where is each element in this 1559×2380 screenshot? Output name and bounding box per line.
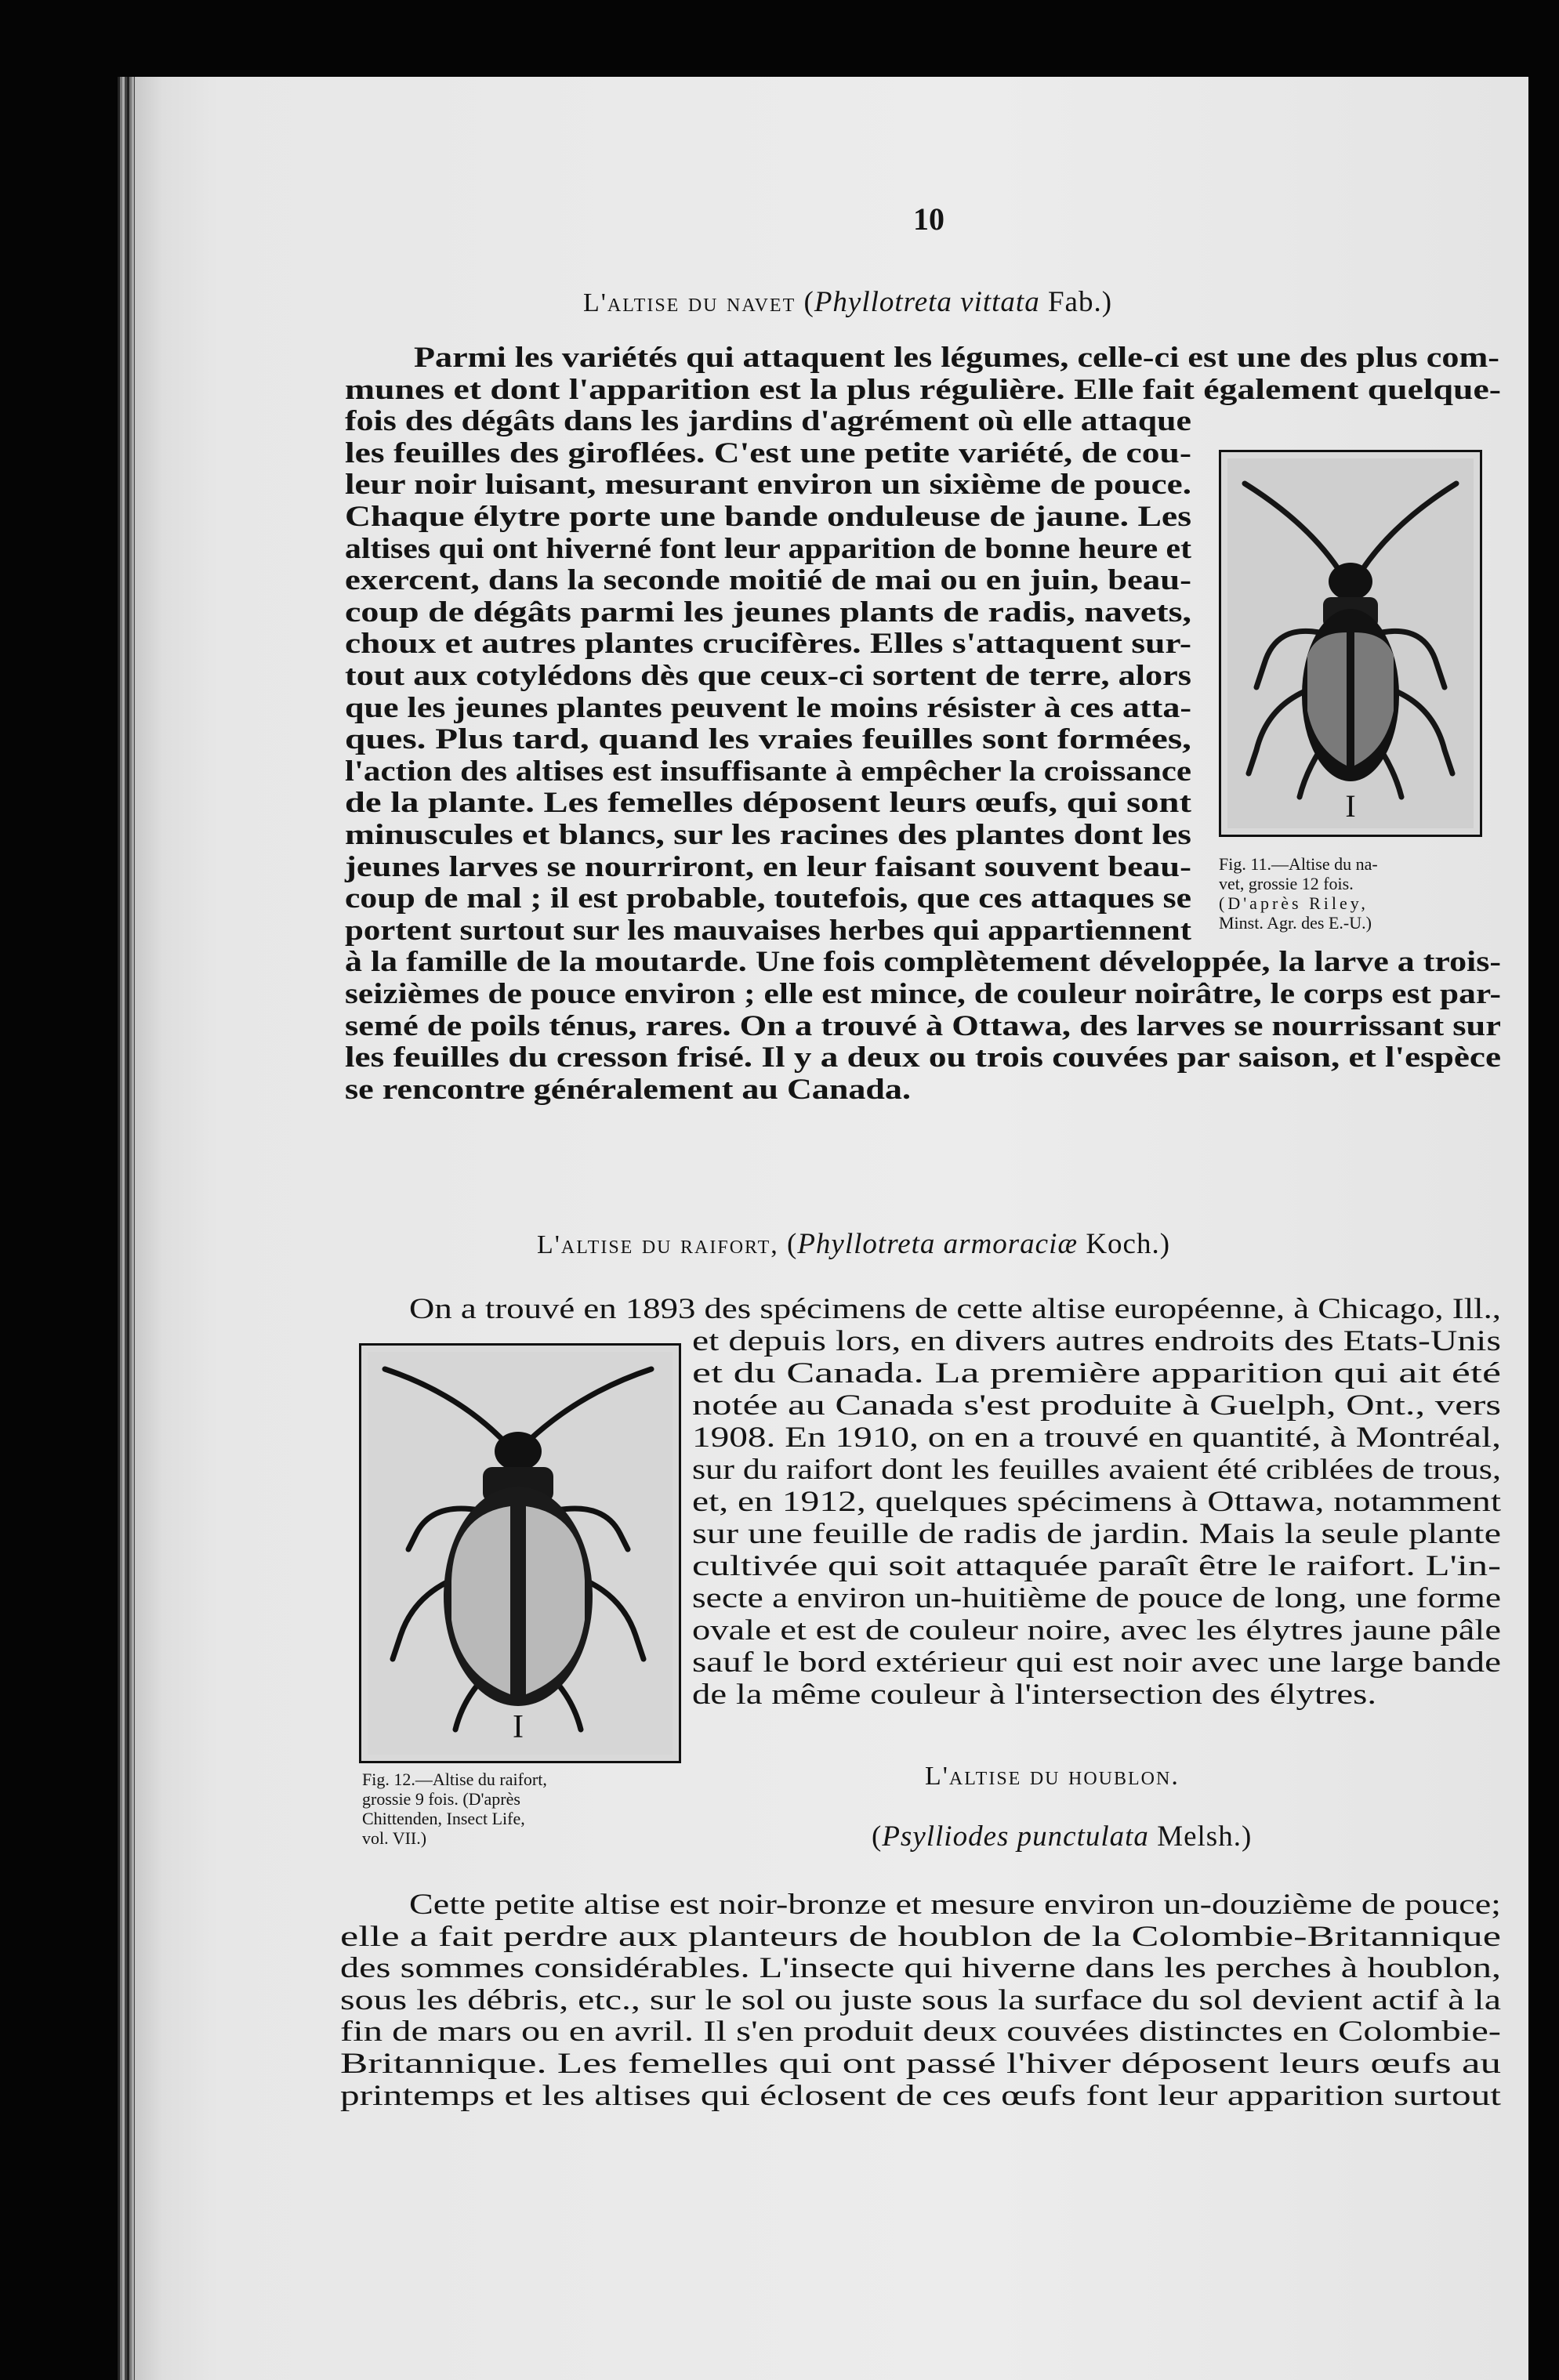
caption-line: (D'après Riley, [1219, 893, 1369, 913]
text-line: cultivée qui soit attaquée paraît être le raifort. L'in- [692, 1549, 1502, 1581]
text-line: se rencontre généralement au Canada. [345, 1072, 912, 1105]
text-line: portent surtout sur les mauvaises herbes qui appartiennent [345, 913, 1192, 946]
text-line: Britannique. Les femelles qui ont passé l'hiver déposent leurs œufs au [340, 2047, 1502, 2079]
section3-author: Melsh.) [1157, 1820, 1253, 1853]
text-line: 1908. En 1910, on en a trouvé en quantité, à Montréal, [692, 1421, 1501, 1453]
text-line: des sommes considérables. L'insecte qui hiverne dans les perches à houblon, [340, 1951, 1502, 1984]
section2-species: Phyllotreta armoraciæ [797, 1228, 1079, 1260]
text-line: et du Canada. La première apparition qui ait été [692, 1357, 1501, 1389]
text-line: Chaque élytre porte une bande onduleuse de jaune. Les [345, 500, 1192, 532]
text-line: jeunes larves se nourriront, en leur faisant souvent beau- [345, 849, 1191, 882]
text-line: leur noir luisant, mesurant environ un sixième de pouce. [345, 468, 1191, 501]
text-line: sur une feuille de radis de jardin. Mais la seule plante [692, 1517, 1502, 1549]
text-line: printemps et les altises qui éclosent de ces œufs font leur apparition surtout [340, 2078, 1501, 2111]
text-line: notée au Canada s'est produite à Guelph, Ont., vers [692, 1389, 1501, 1421]
flea-beetle-illustration-12 [361, 1346, 679, 1761]
caption-line: Minst. Agr. des E.-U.) [1219, 913, 1372, 933]
text-line: On a trouvé en 1893 des spécimens de cette altise européenne, à Chicago, Ill., [409, 1292, 1501, 1324]
text-line: secte a environ un-huitième de pouce de long, une forme [692, 1581, 1502, 1614]
text-line: Parmi les variétés qui attaquent les légumes, celle-ci est une des plus com- [414, 341, 1499, 373]
text-line: ques. Plus tard, quand les vraies feuilles sont formées, [345, 723, 1191, 755]
text-line: de la même couleur à l'intersection des élytres. [692, 1678, 1377, 1710]
figure-11-caption [1219, 854, 1485, 933]
figure-11-label: I [1345, 788, 1356, 824]
caption-line: vet, grossie 12 fois. [1219, 874, 1354, 893]
text-line: choux et autres plantes crucifères. Elles s'attaquent sur- [345, 627, 1192, 660]
caption-line: grossie 9 fois. (D'après [362, 1789, 520, 1809]
section2-author: Koch.) [1086, 1228, 1171, 1260]
text-line: altises qui ont hiverné font leur apparition de bonne heure et [345, 531, 1192, 564]
text-line: les feuilles des giroflées. C'est une petite variété, de cou- [345, 436, 1192, 469]
text-line: à la famille de la moutarde. Une fois complètement développée, la larve a trois- [345, 945, 1502, 978]
text-line: de la plante. Les femelles déposent leurs œufs, qui sont [345, 786, 1191, 819]
caption-line: Fig. 11.—Altise du na- [1219, 854, 1378, 874]
text-line: les feuilles du cresson frisé. Il y a deux ou trois couvées par saison, et l'espèce [345, 1041, 1502, 1074]
text-line: tout aux cotylédons dès que ceux-ci sortent de terre, alors [345, 659, 1191, 691]
text-line: et depuis lors, en divers autres endroits des Etats-Unis [692, 1324, 1502, 1357]
text-line: ovale et est de couleur noire, avec les élytres jaune pâle [692, 1614, 1502, 1646]
section2-heading: L'altise du raifort, (Phyllotreta armoraciæ Koch.) [537, 1228, 1171, 1260]
text-line: et, en 1912, quelques spécimens à Ottawa, notamment [692, 1485, 1502, 1517]
text-line: coup de mal ; il est probable, toutefois, que ces attaques se [345, 882, 1191, 915]
figure-12 [359, 1343, 681, 1763]
text-line: exercent, dans la seconde moitié de mai ou en juin, beau- [345, 563, 1191, 596]
text-line: sur du raifort dont les feuilles avaient été criblées de trous, [692, 1453, 1501, 1485]
flea-beetle-illustration-11 [1221, 452, 1480, 835]
text-line: que les jeunes plantes peuvent le moins résister à ces atta- [345, 690, 1191, 723]
section1-heading: L'altise du navet (Phyllotreta vittata Fab.) [583, 286, 1113, 318]
page-number: 10 [913, 201, 944, 237]
section3-subheading: (Psylliodes punctulata Melsh.) [872, 1820, 1253, 1853]
section3-species: Psylliodes punctulata [882, 1820, 1149, 1853]
text-line: munes et dont l'apparition est la plus régulière. Elle fait également quelque- [345, 372, 1501, 405]
section1-species: Phyllotreta vittata [814, 286, 1040, 318]
text-line: Cette petite altise est noir-bronze et mesure environ un-douzième de pouce; [409, 1888, 1501, 1920]
text-line: elle a fait perdre aux planteurs de houblon de la Colombie-Britannique [340, 1919, 1501, 1952]
text-line: fin de mars ou en avril. Il s'en produit deux couvées distinctes en Colombie- [340, 2015, 1502, 2048]
section2-title: L'altise du raifort, [537, 1230, 779, 1259]
figure-12-label: I [513, 1709, 524, 1745]
text-line: l'action des altises est insuffisante à empêcher la croissance [345, 754, 1192, 787]
section1-title: L'altise du navet [583, 288, 796, 317]
text-line: semé de poils ténus, rares. On a trouvé à Ottawa, des larves se nourrissant sur [345, 1009, 1501, 1041]
caption-line: vol. VII.) [362, 1828, 427, 1848]
figure-12-caption [362, 1770, 691, 1848]
text-line: sauf le bord extérieur qui est noir avec une large bande [692, 1646, 1501, 1678]
text-line: minuscules et blancs, sur les racines des plantes dont les [345, 818, 1191, 850]
text-line: sous les débris, etc., sur le sol ou juste sous la surface du sol devient actif à la [340, 1983, 1501, 2016]
text-line: fois des dégâts dans les jardins d'agrément où elle attaque [345, 404, 1192, 437]
caption-line: Fig. 12.—Altise du raifort, [362, 1770, 547, 1789]
text-line: coup de dégâts parmi les jeunes plants de radis, navets, [345, 595, 1191, 628]
figure-11 [1219, 450, 1482, 837]
text-line: seizièmes de pouce environ ; elle est mince, de couleur noirâtre, le corps est par- [345, 977, 1502, 1009]
caption-line: Chittenden, Insect Life, [362, 1809, 525, 1828]
section3-title: L'altise du houblon. [925, 1762, 1180, 1791]
section3-heading [925, 1759, 1180, 1792]
section1-author: Fab.) [1047, 286, 1113, 318]
